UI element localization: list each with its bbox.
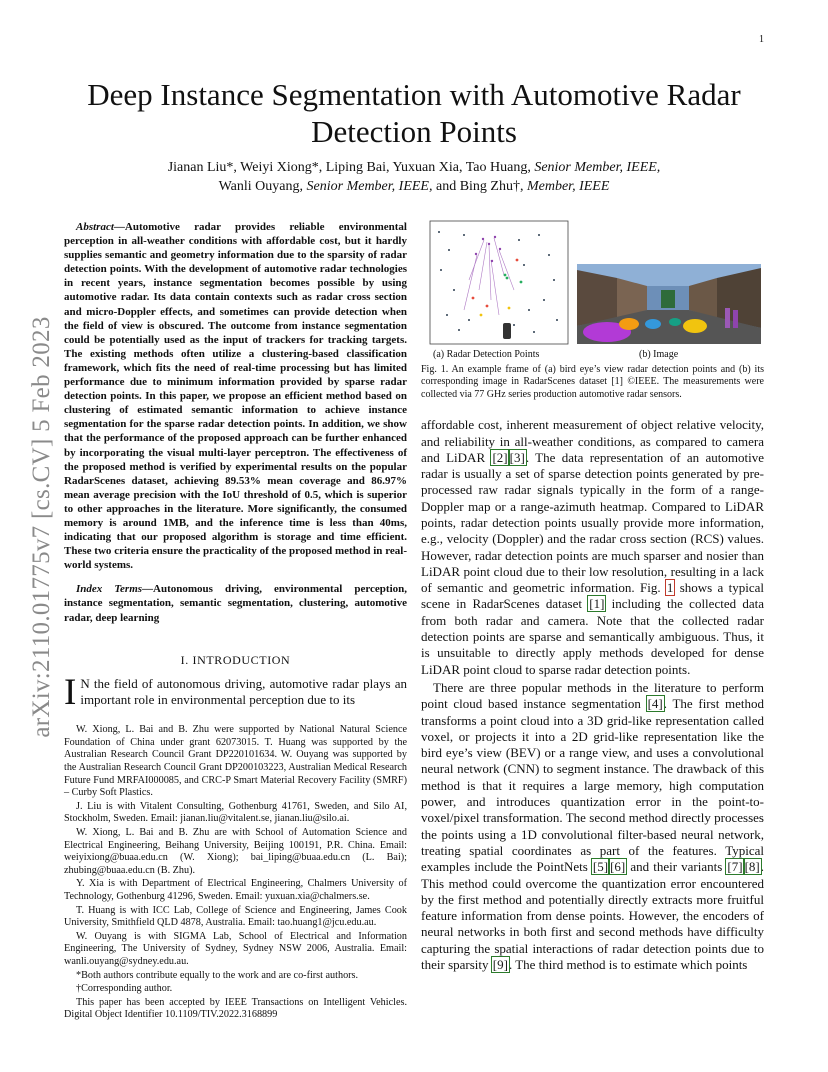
camera-image	[577, 264, 761, 344]
drop-cap: I	[64, 671, 77, 713]
arxiv-stamp-text: arXiv:2110.01775v7 [cs.CV] 5 Feb 2023	[28, 316, 55, 738]
author-line-1	[80, 158, 748, 177]
footnote: T. Huang is with ICC Lab, College of Science and Engineering, James Cook University, Smithfield QLD 4878, Australia. Email: tao.huang1@jcu.edu.au.	[64, 904, 407, 929]
citation-link[interactable]: [2]	[492, 449, 508, 465]
index-terms	[64, 582, 407, 624]
citation-link[interactable]: [5]	[592, 859, 609, 875]
footnote: This paper has been accepted by IEEE Transactions on Intelligent Vehicles. Digital Object Identifier 10.1109/TIV.2022.3168899	[64, 996, 407, 1021]
footnote: J. Liu is with Vitalent Consulting, Gothenburg 41761, Sweden, and Silo AI, Stockholm, Sweden. Email: jianan.liu@vitalent.se, jianan.liu@silo.ai.	[64, 800, 407, 825]
footnote: W. Xiong, L. Bai and B. Zhu are with School of Automation Science and Electrical Engineering, Beihang University, Beijing 100191, P.R. China. Email: weiyixiong@buaa.edu.cn (W. Xiong); bai_liping@buaa.edu.cn (L. Bai); zhubing@buaa.edu.cn (B. Zhu).	[64, 826, 407, 876]
figure-link[interactable]: 1	[666, 580, 674, 596]
citation-link[interactable]: [9]	[492, 957, 508, 973]
citation-link[interactable]: [3]	[509, 449, 525, 465]
text-run: shows a typical scene in RadarScenes dataset	[421, 580, 765, 612]
author-list	[80, 158, 748, 196]
right-column	[421, 220, 764, 973]
figure-caption: Fig. 1. An example frame of (a) bird eye’s view radar detection points and (b) its corresponding image in RadarScenes dataset [1] ©IEEE. The measurements were collected via 77 GHz series production automotive radar sensors.	[421, 364, 764, 400]
author-line-2	[80, 177, 748, 196]
text-run: . The third method is to estimate which points	[508, 957, 748, 973]
left-column	[64, 220, 407, 1023]
citation-link[interactable]: [4]	[647, 696, 663, 712]
text-run: and their variants	[626, 859, 727, 875]
radar-bev-plot	[429, 220, 569, 345]
abstract-text: —Automotive radar provides reliable environmental perception in all-weather conditions with affordable cost, but it hardly supplies semantic and geometry information due to the sparsity of radar detection points. With the development of automotive radar technologies in recent years, instance segmentation becomes possible by using automotive radar. Its data contain contexts such as radar cross section and micro-Doppler effects, and sometimes can provide detection when the field of view is obscured. The outcome from instance segmentation could be potentially used as the input of trackers for tracking targets. The existing methods often utilize a clustering-based classification framework, which fits the need of real-time processing but has limited performance due to minimum information provided by sparse radar detection points. In this paper, we propose an efficient method based on clustering of estimated semantic information to achieve instance segmentation for the sparse radar detection points. In addition, we show that the performance of the proposed approach can be further enhanced by incorporating the visual multi-layer perceptron. The effectiveness of the proposed method is verified by experimental results on the popular RadarScenes dataset, achieving 89.53% mean coverage and 86.97% mean average precision with the IoU threshold of 0.5, which is superior to other approaches in the literature. More significantly, the consumed memory is around 1MB, and the inference time is less than 40ms, indicating that our proposed algorithm is storage and time efficient. These two criteria ensure the practicality of the proposed method in real-world systems.	[64, 221, 407, 572]
text-run: There are three popular methods in the literature to perform point cloud based instance segmentation	[421, 679, 764, 712]
page-number: 1	[759, 34, 764, 45]
text-run: . The first method transforms a point cloud into a 3D grid-like representation called voxel, or projects it into a 2D grid-like representation like the bird eye’s view (BEV) or a range view, and uses a convolutional neural network (CNN) to segment instance. The drawback of this method is that it requires a large memory, high computation power, and introduces quantization error in the point-to-voxel/pixel transformation. The second method directly processes the points using a 1D convolutional filter-based neural network, treating spatial coordinates as part of the features. Typical examples include the PointNets	[421, 696, 764, 875]
author-role: Senior Member, IEEE,	[534, 160, 661, 175]
footnote: *Both authors contribute equally to the work and are co-first authors.	[76, 969, 359, 981]
arxiv-stamp	[22, 292, 62, 762]
authors-names-1: Jianan Liu*, Weiyi Xiong*, Liping Bai, Yuxuan Xia, Tao Huang,	[167, 160, 531, 175]
footnote: †Corresponding author.	[76, 983, 173, 995]
intro-paragraph	[64, 671, 407, 713]
abstract	[64, 220, 407, 572]
paper-title: Deep Instance Segmentation with Automotive Radar Detection Points	[87, 77, 741, 149]
body-text	[421, 417, 764, 973]
citation-link[interactable]: [7]	[727, 859, 743, 875]
intro-text: N the field of autonomous driving, automotive radar plays an important role in environmental perception due to its	[80, 675, 407, 707]
footnote: W. Xiong, L. Bai and B. Zhu were supported by National Natural Science Foundation of China under grant 62073015. T. Huang was supported by the Australian Research Council Grant DP220101634. W. Ouyang was supported by the Australian Research Council Grant DP200103223, Australian Medical Research Future Fund MRFAI000085, and CRC-P Smart Material Recovery Facility (SMRF) – Curby Soft Plastics.	[64, 724, 407, 799]
text-run: including the collected data from both radar and camera. Note that the collected radar detection points are sparse and semantically ambiguous. Thus, it is unsuitable to directly apply methods developed for dense LiDAR point cloud to sparse radar detection points.	[421, 596, 764, 677]
author-role: Senior Member, IEEE,	[306, 179, 433, 194]
authors-names-2: Wanli Ouyang,	[218, 179, 304, 194]
citation-link[interactable]: [1]	[589, 596, 605, 612]
subcaption-b: (b) Image	[639, 349, 679, 360]
section-heading: I. INTRODUCTION	[180, 652, 291, 667]
footnotes	[64, 724, 407, 1022]
footnote: Y. Xia is with Department of Electrical Engineering, Chalmers University of Technology, Gothenburg 41296, Sweden. Email: yuxuan.xia@chalmers.se.	[64, 878, 407, 902]
text-run: . The data representation of an automotive radar is usually a set of sparse detection points generated by pre-processed raw radar signals typically in the form of a range-Doppler map or a range-azimuth heatmap. Compared to LiDAR points, radar detection points usually provide more information, e.g., velocity (Doppler) and the radar cross section (RCS) values. However, radar detection points are much sparser and nosier than LiDAR point cloud due to their low resolution, resulting in a lack of semantic and geometric information. Fig.	[421, 449, 764, 596]
body-paragraph	[421, 680, 764, 973]
figure-1	[421, 220, 764, 360]
body-paragraph	[421, 417, 764, 678]
citation-link[interactable]: [8]	[744, 859, 760, 875]
subcaption-a: (a) Radar Detection Points	[433, 349, 540, 360]
text-run: . This method could overcome the quantization error encountered by the first method and potentially directly extracts more fruitful feature information from dense points. However, the encoders of neural networks in both first and second methods have difficulty capturing the spatial interactions of radar detection points due to their sparsity	[421, 859, 764, 973]
authors-names-3: and Bing Zhu†,	[435, 179, 524, 194]
author-role: Member, IEEE	[526, 179, 610, 194]
text-run: affordable cost, inherent measurement of object relative velocity, and reliability in all-weather conditions, as compared to camera and LiDAR	[421, 417, 764, 465]
abstract-label: Abstract	[76, 221, 114, 233]
index-terms-text: —Autonomous driving, environmental perception, instance segmentation, semantic segmentation, clustering, automotive radar, deep learning	[64, 583, 407, 624]
footnote: W. Ouyang is with SIGMA Lab, School of Electrical and Information Engineering, The University of Sydney, Sydney NSW 2006, Australia. Email: wanli.ouyang@sydney.edu.au.	[64, 930, 407, 967]
citation-link[interactable]: [6]	[610, 859, 626, 875]
index-terms-label: Index Terms	[76, 583, 143, 596]
